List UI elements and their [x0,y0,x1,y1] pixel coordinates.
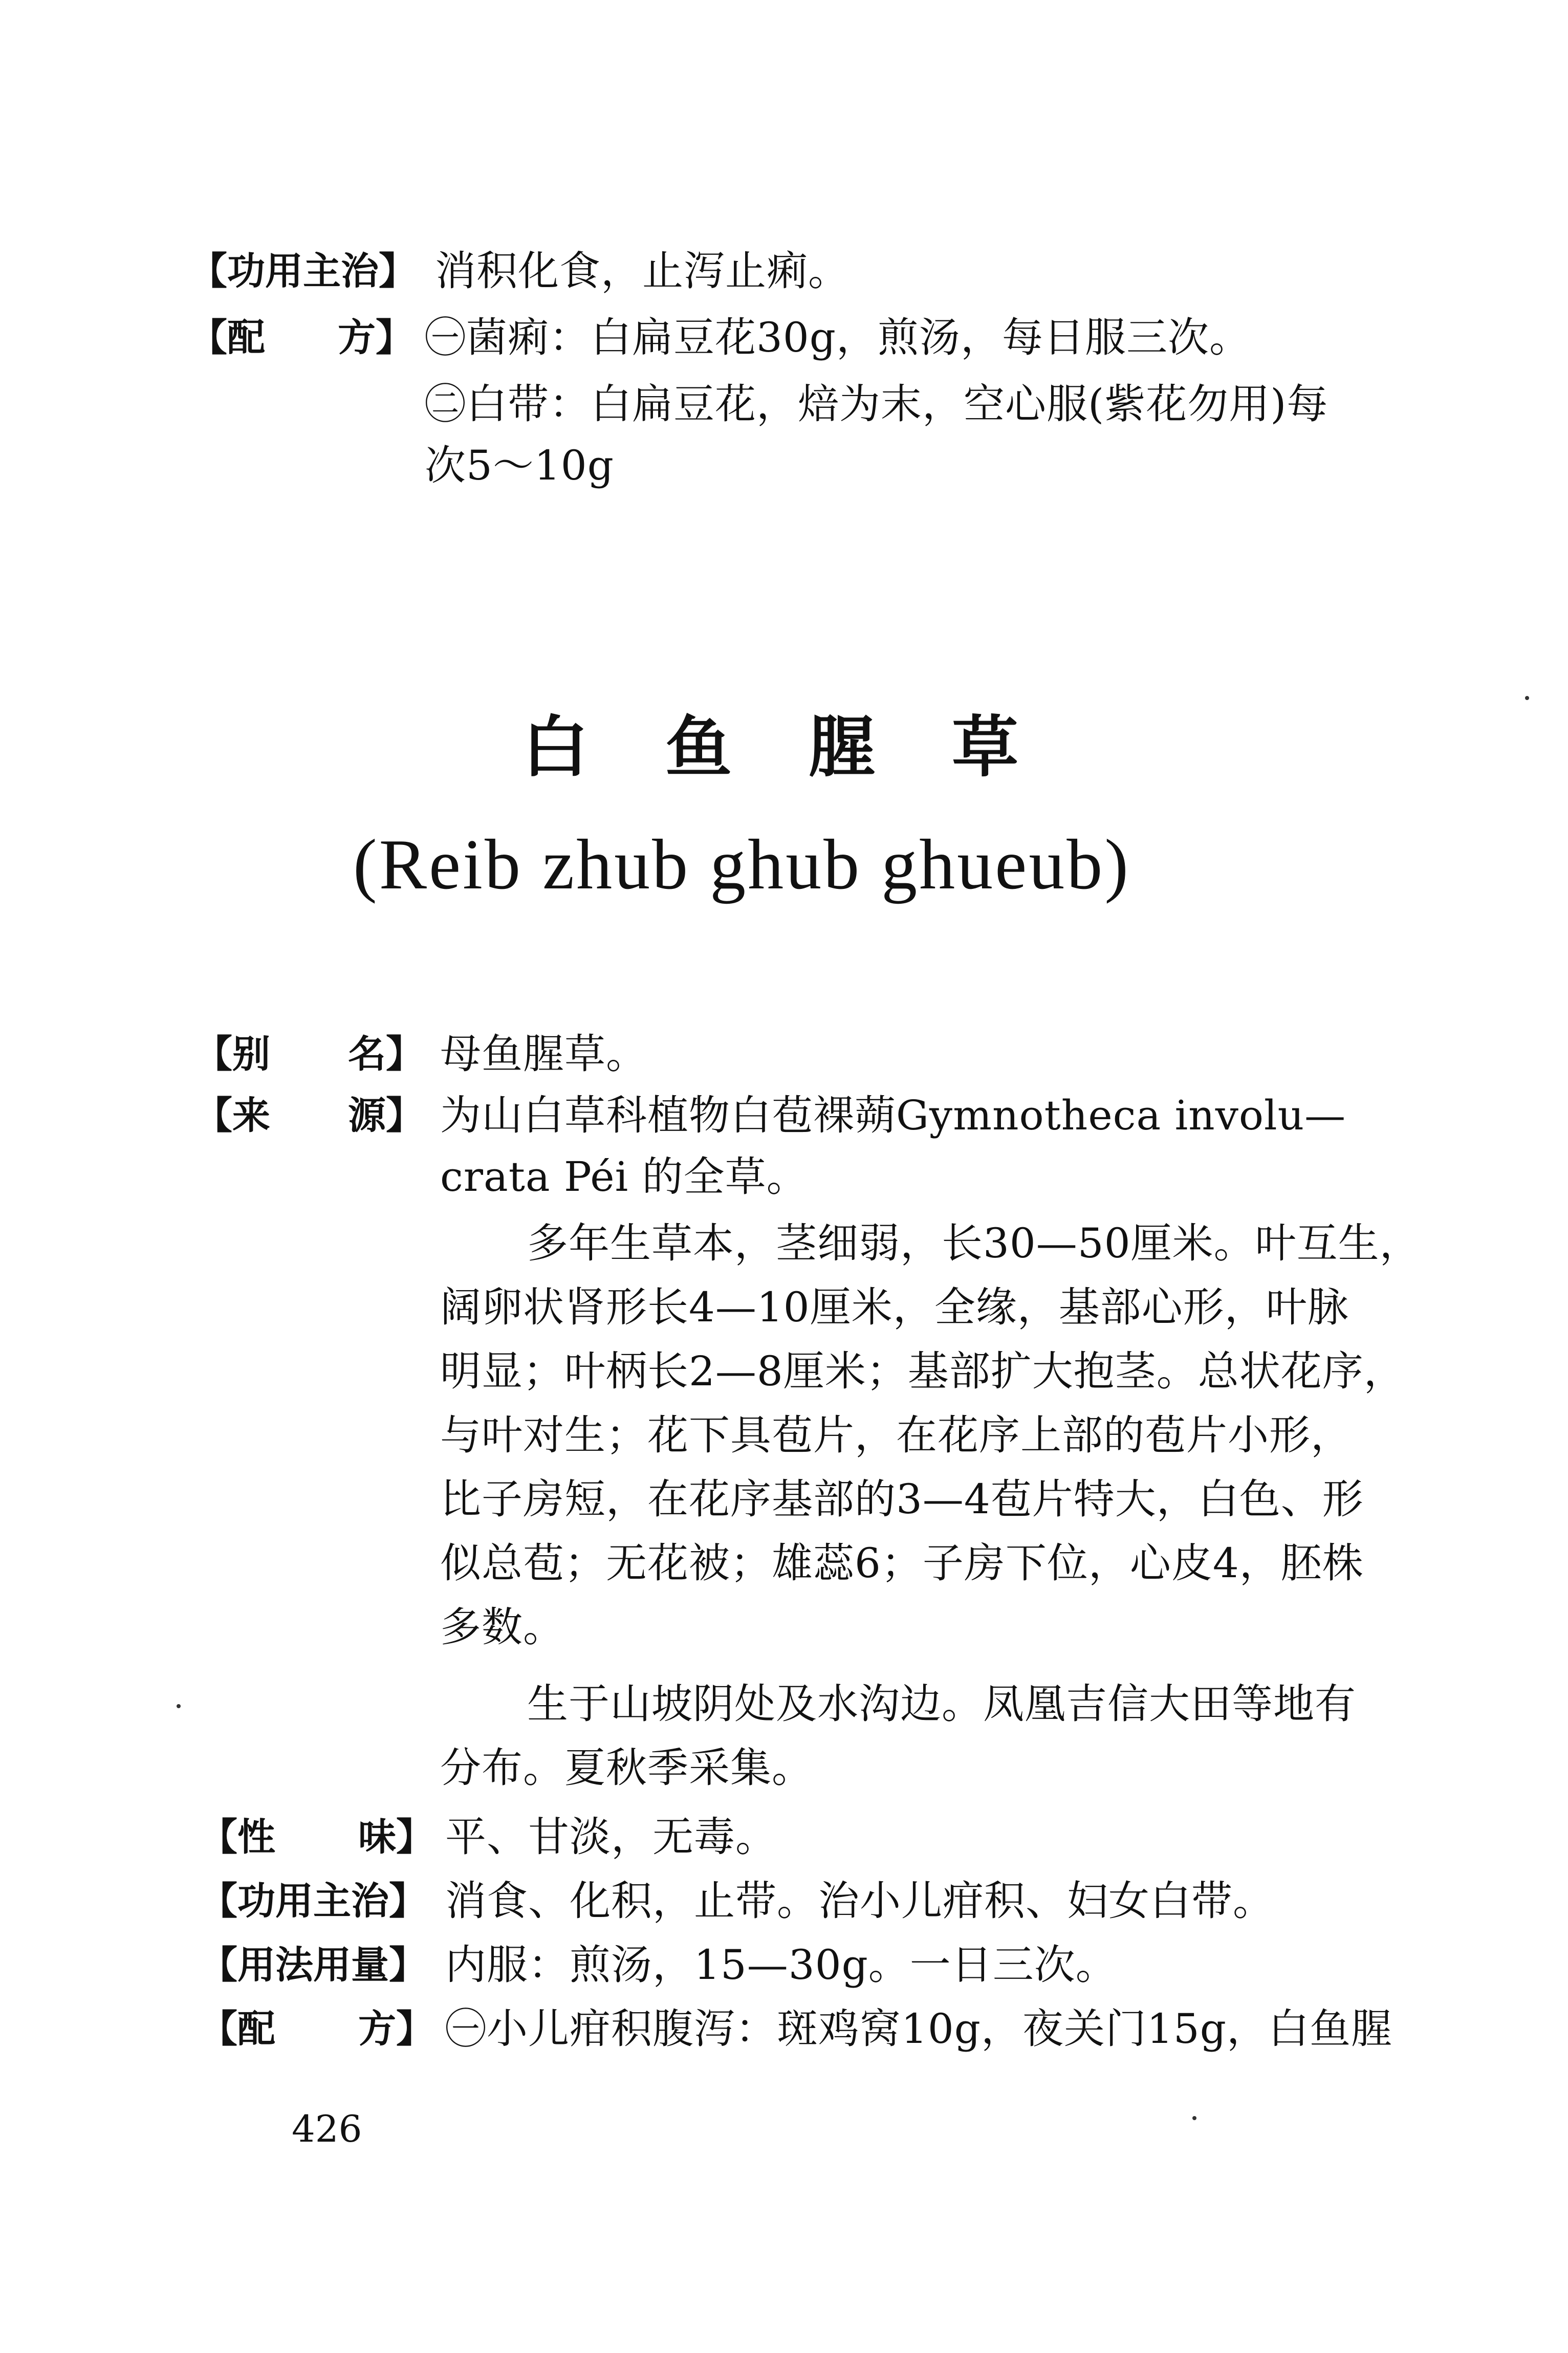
uses-label-prev: 【功用主治】 [189,249,417,293]
scan-speck [177,1704,181,1708]
source-line-1: 为山白草科植物白苞裸蒴Gymnotheca involu— [440,1092,1346,1139]
uses-label: 【功用主治】 [200,1879,427,1923]
recipe-1: ㊀小儿疳积腹泻：斑鸡窝10g，夜关门15g，白鱼腥 [445,2005,1393,2053]
source-label-close: 源】 [348,1094,424,1138]
habitat-line-2: 分布。夏秋季采集。 [440,1744,813,1792]
recipe-1-prev: ㊀菌痢：白扁豆花30g，煎汤，每日服三次。 [425,314,1251,361]
entry-pinyin: (Reib zhub ghub ghueub) [353,825,1130,904]
recipe-2-line1-prev: ㊁白带：白扁豆花，焙为末，空心服(紫花勿用)每 [425,380,1329,428]
desc-line: 阔卵状肾形长4—10厘米，全缘，基部心形，叶脉 [440,1283,1349,1331]
desc-line: 比子房短，在花序基部的3—4苞片特大，白色、形 [440,1475,1364,1523]
alias-label-open: 【别 [194,1032,270,1076]
taste-text: 平、甘淡，无毒。 [445,1813,777,1861]
desc-line: 与叶对生；花下具苞片，在花序上部的苞片小形， [440,1411,1352,1459]
desc-line: 多数。 [440,1603,564,1651]
source-line-2: crata Péi 的全草。 [440,1153,808,1201]
desc-line: 似总苞；无花被；雄蕊6；子房下位，心皮4，胚株 [440,1539,1364,1587]
alias-text: 母鱼腥草。 [440,1030,647,1078]
desc-line: 多年生草本，茎细弱，长30—50厘米。叶互生， [527,1219,1421,1267]
uses-text: 消食、化积，止带。治小儿疳积、妇女白带。 [445,1877,1274,1925]
dosage-text: 内服：煎汤，15—30g。一日三次。 [445,1941,1117,1989]
taste-label-open: 【性 [200,1815,275,1859]
entry-title: 白鱼腥草 [522,708,1096,786]
page-number: 426 [292,2107,362,2150]
recipe-label-close-prev: 方】 [338,316,413,360]
desc-line: 明显；叶柄长2—8厘米；基部扩大抱茎。总状花序， [440,1347,1405,1395]
scan-speck [1192,2116,1196,2120]
recipe-label-open: 【配 [200,2007,275,2051]
habitat-line-1: 生于山坡阴处及水沟边。凤凰吉信大田等地有 [527,1680,1356,1728]
alias-label-close: 名】 [348,1032,424,1076]
scan-speck [1525,696,1529,700]
dosage-label: 【用法用量】 [200,1943,427,1987]
recipe-label-open-prev: 【配 [189,316,265,360]
recipe-2-line2-prev: 次5～10g [425,442,614,489]
source-label-open: 【来 [194,1094,270,1138]
taste-label-close: 味】 [358,1815,434,1859]
recipe-label-close: 方】 [358,2007,434,2051]
uses-text-prev: 消积化食，止泻止痢。 [435,247,850,295]
